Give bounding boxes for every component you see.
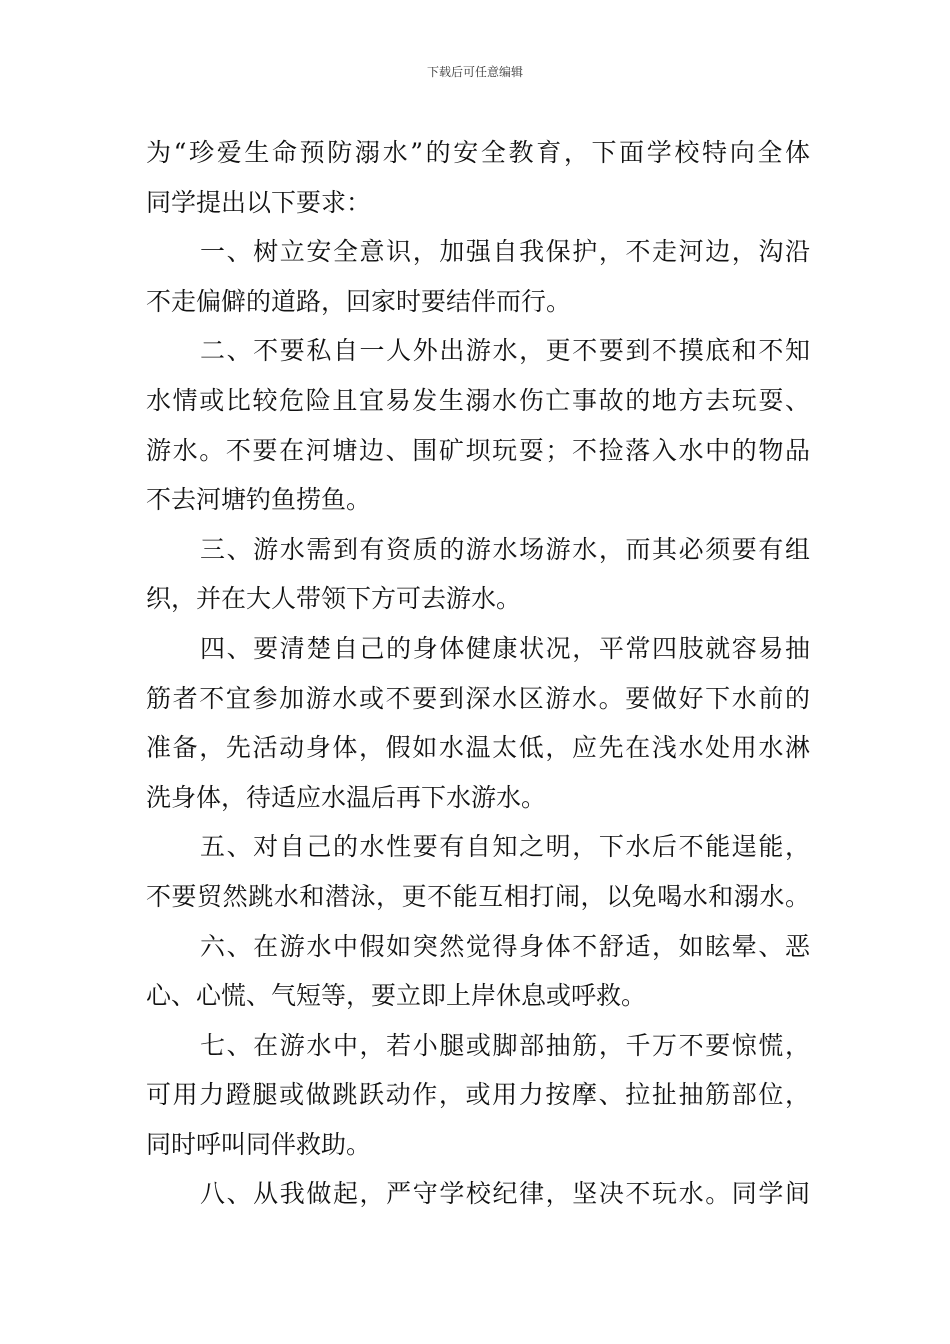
text-line: 七、在游水中，若小腿或脚部抽筋，千万不要惊慌， (200, 1030, 810, 1060)
page-header-note: 下载后可任意编辑 (426, 65, 523, 79)
text-line: 五、对自己的水性要有自知之明，下水后不能逞能， (200, 832, 810, 862)
text-line: 四、要清楚自己的身体健康状况，平常四肢就容易抽 (200, 633, 810, 663)
text-line: 织，并在大人带领下方可去游水。 (146, 584, 522, 614)
text-line: 一、树立安全意识，加强自我保护，不走河边，沟沿 (200, 237, 810, 267)
text-line: 三、游水需到有资质的游水场游水，而其必须要有组 (200, 534, 810, 564)
text-line: 为“珍爱生命预防溺水”的安全教育，下面学校特向全体 (146, 138, 810, 167)
text-line: 六、在游水中假如突然觉得身体不舒适，如眩晕、恶 (200, 931, 810, 961)
text-line: 游水。不要在河塘边、围矿坝玩耍；不捡落入水中的物品 (146, 435, 810, 465)
text-line: 不走偏僻的道路，回家时要结伴而行。 (146, 286, 572, 316)
text-line: 洗身体，待适应水温后再下水游水。 (146, 782, 547, 812)
text-line: 同学提出以下要求： (146, 187, 372, 217)
text-line: 八、从我做起，严守学校纪律，坚决不玩水。同学间 (200, 1179, 810, 1209)
document-body (146, 128, 810, 1219)
text-line: 同时呼叫同伴救助。 (146, 1129, 372, 1159)
text-line: 二、不要私自一人外出游水，更不要到不摸底和不知 (200, 336, 810, 366)
text-line: 水情或比较危险且宜易发生溺水伤亡事故的地方去玩耍、 (146, 385, 810, 415)
text-line: 可用力蹬腿或做跳跃动作，或用力按摩、拉扯抽筋部位， (146, 1080, 810, 1110)
text-line: 不要贸然跳水和潜泳，更不能互相打闹，以免喝水和溺水。 (146, 881, 810, 911)
text-line: 筋者不宜参加游水或不要到深水区游水。要做好下水前的 (146, 683, 810, 713)
text-line: 不去河塘钓鱼捞鱼。 (146, 485, 372, 515)
text-line: 准备，先活动身体，假如水温太低，应先在浅水处用水淋 (146, 733, 810, 763)
text-line: 心、心慌、气短等，要立即上岸休息或呼救。 (146, 981, 647, 1011)
